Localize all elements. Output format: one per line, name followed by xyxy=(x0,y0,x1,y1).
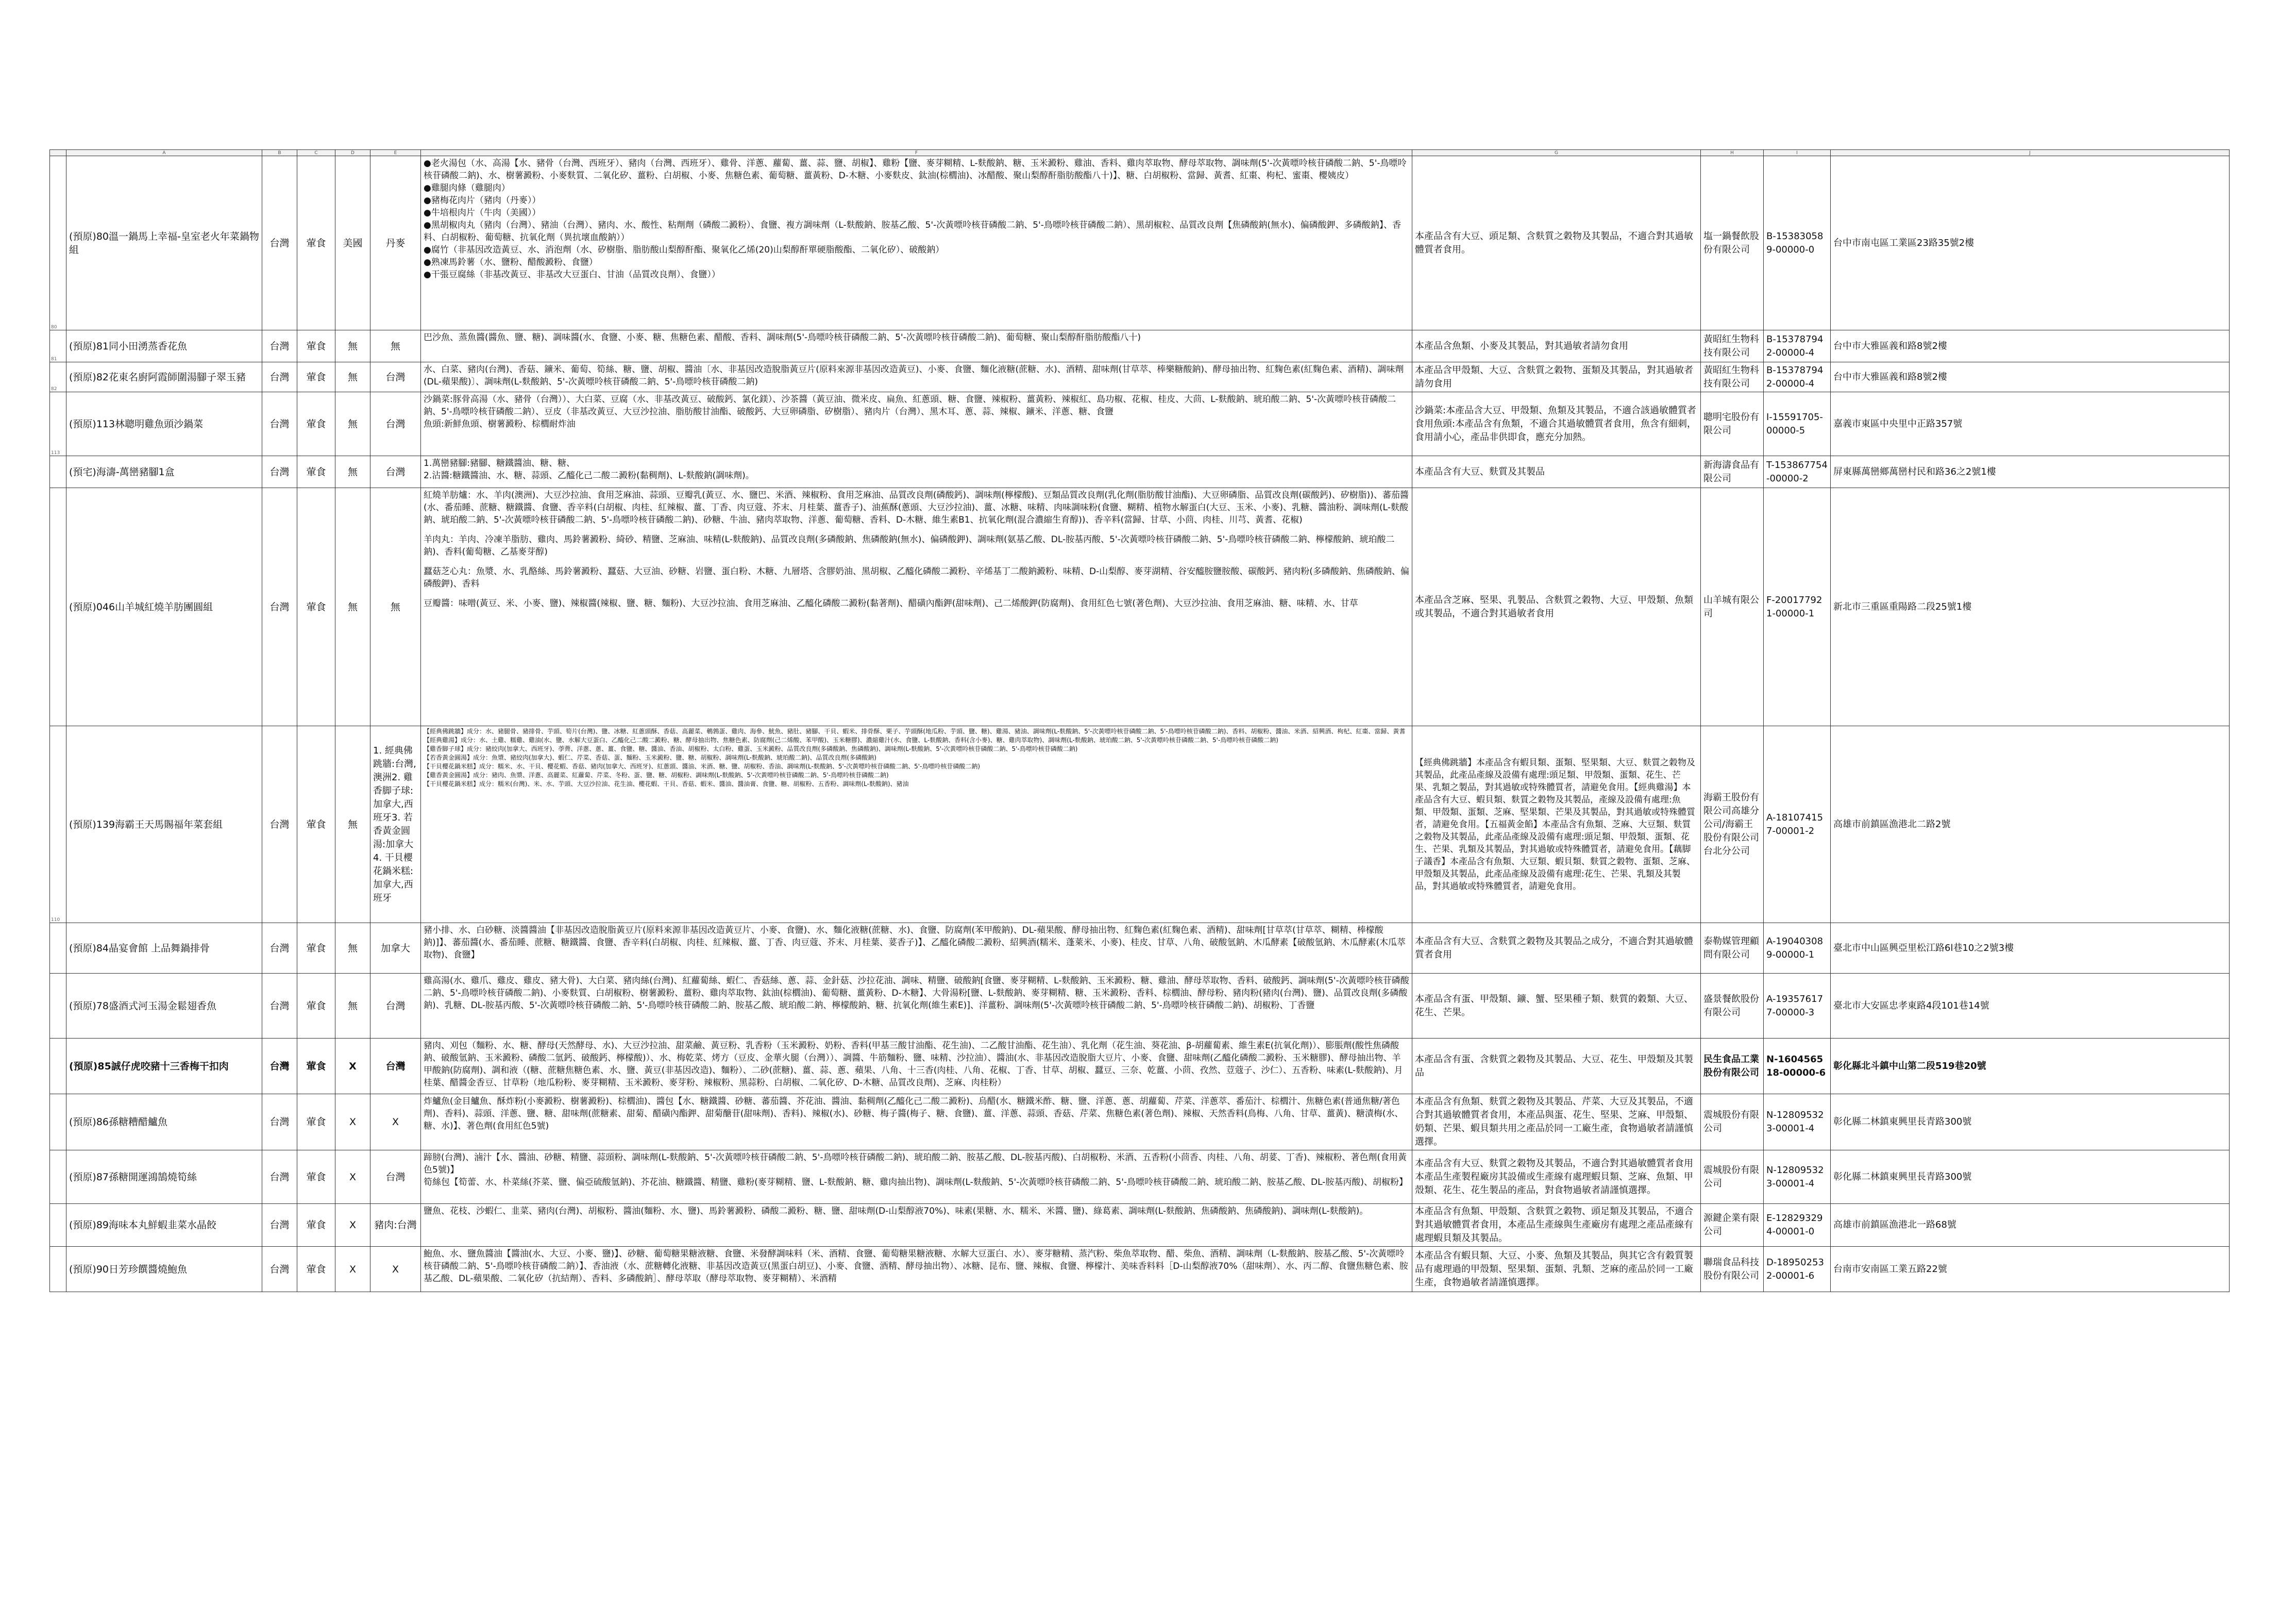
product-name-cell[interactable]: (預宅)海濤-萬巒豬腳1盒 xyxy=(66,456,262,488)
ingredients-cell[interactable] xyxy=(421,1094,1412,1150)
row-number[interactable] xyxy=(50,1150,66,1204)
allergen-cell[interactable] xyxy=(1412,726,1701,923)
origin-cell[interactable]: 台灣 xyxy=(262,1039,297,1094)
license-cell[interactable]: N-160456518-00000-6 xyxy=(1764,1039,1831,1094)
col-d-cell[interactable]: 無 xyxy=(335,923,370,974)
column-header-D[interactable]: D xyxy=(335,150,370,156)
origin-cell[interactable]: 台灣 xyxy=(262,156,297,330)
ingredients-line: 【經典雞湯】成分：水、土雞、糯雞、雞油(水、鹽、水解大豆蛋白、乙醯化己二酸二澱粉、糖、酵母抽出物、焦糖色素、防腐劑(己二烯酸、苯甲酸)、玉米糖膠)、濃縮雞汁(水、食鹽、L-麩酸鈉、香料(含小麥)、糖、雞肉萃取物)、調味劑(L-麩酸鈉、琥珀酸二鈉、5'-次黃嘌呤核苷磷酸二鈉、5'-鳥嘌呤核苷磷酸二鈉) xyxy=(424,736,1278,744)
ingredients-cell[interactable] xyxy=(421,156,1412,330)
address-cell[interactable]: 彰化縣北斗鎮中山第二段519巷20號 xyxy=(1831,1039,2230,1094)
category-cell[interactable]: 葷食 xyxy=(297,456,335,488)
ingredients-line: 沙鍋菜:豚骨高湯（水、豬骨（台灣））、大白菜、豆腐（水、非基改黃豆、破酸鈣、氯化鎂）、沙茶醬（黃豆油、微米皮、扁魚、紅蔥頭、糖、食鹽、辣椒粉、薑黃粉、辣椒紅、島功椒、花椒、桂皮、大茴、L-麩酸鈉、琥珀酸二鈉、5'-次黃嘌呤核苷磷酸二鈉、5'-鳥嘌呤核苷磷酸二鈉）、豆皮（非基改黃豆、大豆沙拉油、脂肪酸甘油酯、破酸鈣、大豆卵磷脂、矽樹脂）、豬肉片（台灣）、黑木耳、蔥、蒜、辣椒、鑛米、洋蔥、糖、食鹽 xyxy=(424,394,1396,417)
ingredients-paragraph: 豆瓣醬：味噌(黃豆、米、小麥、鹽)、辣椒醬(辣椒、鹽、糖、麵粉)、大豆沙拉油、食用芝麻油、乙醯化磷酸二澱粉(黏著劑)、醋磺內酯鉀(甜味劑)、己二烯酸鉀(防腐劑)、食用紅色七號(著色劑)、大豆沙拉油、食用芝麻油、糖、味精、水、甘草 xyxy=(424,598,1358,609)
ingredients-line: 水、白菜、豬肉(台灣)、香菇、鑛米、葡萄、筍絲、糖、鹽、胡椒、醬油〔水、非基因改造脫脂黃豆片(原料來源非基因改造黃豆)、小麥、食鹽、麵化液糖(蔗糖、水)、酒精、甜味劑(甘草萃、棒樂糖酸鈉)、酵母抽出物、紅麴色素(紅麴色素、酒精)、調味劑(DL-蘋果酸)〕、調味劑(L-麩酸鈉、5'-次黃嘌呤核苷磷酸二鈉、5'-鳥嘌呤核苷磷酸二鈉) xyxy=(424,364,1404,387)
allergen-line: 本產品生產製程廠房其設備或生產線有處理蝦貝類、芝麻、魚類、甲殼類、花生、花生製品的產品，對食物過敏者請謹慎選擇。 xyxy=(1415,1171,1693,1196)
allergen-line: 本產品含有蝦貝類、大豆、小麥、魚類及其製品，與其它含有穀質製品有處理過的甲殼類、堅果類、蛋類、乳類、芝麻的產品於同一工廠生產，食物過敏者請謹慎選擇。 xyxy=(1415,1250,1693,1288)
origin-cell[interactable]: 台灣 xyxy=(262,1247,297,1292)
table-row xyxy=(50,1094,2230,1150)
row-number[interactable]: 80 xyxy=(50,156,66,330)
product-name-cell[interactable]: (預原)87孫糖開運鴻鵠燒筍絲 xyxy=(66,1150,262,1204)
origin-cell[interactable]: 台灣 xyxy=(262,923,297,974)
ingredients-line: ●牛培根肉片（牛肉（美國）） xyxy=(424,208,541,218)
address-cell[interactable]: 台中市大雅區義和路8號2樓 xyxy=(1831,330,2230,362)
col-e-cell[interactable]: 丹麥 xyxy=(370,156,421,330)
col-d-cell[interactable]: X xyxy=(335,1094,370,1150)
origin-cell[interactable]: 台灣 xyxy=(262,726,297,923)
col-e-cell[interactable]: 台灣 xyxy=(370,1039,421,1094)
ingredients-line: 豬肉、刈包（麵粉、水、糖、酵母(天然酵母、水)、大豆沙拉油、甜菜鹼、黃豆粉、乳香粉（玉米澱粉、奶粉、香料(甲基三酸甘油酯、花生油)、二乙酸甘油酯、花生油）、乳化劑（花生油、葵花油、β-胡蘿蔔素、維生素E(抗氧化劑)）、膨脹劑(酸性焦磷酸鈉、破酸氫鈉、玉米澱粉、磷酸二氫鈣、破酸鈣、檸檬酸)）、水、梅乾菜、烤方（豆皮、金華火腿（台灣））、調醬、牛筋麵粉、鹽、味精、沙拉油）、醬油(水、非基因改造脫脂大豆片、小麥、食鹽、甜味劑(乙醯化磷酸二澱粉、玉米糖膠)、酵母抽出物、羊甲酸鈉(防腐劑)、調和液（(糖、蔗糖焦糖色素、水、鹽、黃豆(非基因改造)、麵粉）、二砂(蔗糖)、薑、蒜、蔥、蘋果、八角、十三香(肉桂、八角、花椒、丁香、甘草、胡椒、蠶豆、三奈、乾薑、小茴、孜然、荳蔻子、沙仁）、五香粉、味素(L-麩酸鈉)、月桂葉、醋醬金香豆、甘草粉（地瓜粉粉、麥芽糊精、玉米澱粉、麥芽粉、辣椒粉、黑蒜粉、白胡椒、二氧化矽、D-木糖、品質改良劑)、芝麻、肉桂粉） xyxy=(424,1041,1403,1088)
company-cell[interactable]: 泰勒媒管理顧問有限公司 xyxy=(1701,923,1764,974)
allergen-cell[interactable] xyxy=(1412,330,1701,362)
allergen-cell[interactable] xyxy=(1412,1247,1701,1292)
allergen-cell[interactable] xyxy=(1412,1150,1701,1204)
license-cell[interactable]: E-128293294-00001-0 xyxy=(1764,1204,1831,1247)
product-table xyxy=(49,149,2230,1292)
license-cell[interactable]: N-128095323-00001-4 xyxy=(1764,1150,1831,1204)
product-name-cell[interactable]: (預原)86孫糖糟醋鱸魚 xyxy=(66,1094,262,1150)
address-cell[interactable]: 高雄市前鎮區漁港北二路2號 xyxy=(1831,726,2230,923)
meat-origin-line: 1. 經典佛跳牆:台灣,澳洲 xyxy=(373,745,416,783)
ingredients-line: 筍絲包【筍蕾、水、朴菜絲(芥菜、鹽、偏亞硫酸氫鈉)、芥花油、糖鐵醬、精鹽、雞粉(麥芽糊精、鹽、L-麩酸鈉、糖、雞肉抽出物)、調味劑(L-麩酸鈉、5'-次黃嘌呤核苷磷酸二鈉、5'-鳥嘌呤核苷磷酸二鈉、琥珀酸二鈉、胺基乙酸、DL-胺基丙酸)、胡椒粉】 xyxy=(424,1177,1408,1187)
company-cell[interactable]: 新海濤食品有限公司 xyxy=(1701,456,1764,488)
ingredients-line: ●干張豆腐絲（非基改黃豆、非基改大豆蛋白、甘油（品質改良劑）、食鹽）） xyxy=(424,270,720,280)
address-cell[interactable]: 新北市三重區重陽路二段25號1樓 xyxy=(1831,488,2230,726)
ingredients-line: 鮑魚、水、鹽魚醬油【醬油(水、大豆、小麥、鹽)】、砂糖、葡萄糖果糖液糖、食鹽、米發酵調味料（米、酒精、食鹽、葡萄糖果糖液糖、水解大豆蛋白、水）、麥芽糖精、蒸汽粉、柴魚萃取物、醋、柴魚、酒精、調味劑（L-麩酸鈉、胺基乙酸、5'-次黃嘌呤核苷磷酸二鈉、5'-鳥嘌呤核苷磷酸二鈉）】、香油液（水、蔗糖轉化液糖、非基因改造黃豆(黑蛋白胡豆)、小麥、食鹽、酒精、酵母抽出物）、冰糖、昆布、鹽、辣椒、食鹽、檸檬汁、美味香料料［D-山梨醇液70%（甜味劑）、水、丙二醇、食鹽焦糖色素、胺基乙酸、DL-蘋果酸、二氧化矽（抗結劑）、香料、多磷酸鈉］、酵母萃取（酵母萃取物、麥芽糊精）、米酒精 xyxy=(424,1249,1408,1284)
col-d-cell[interactable]: X xyxy=(335,1039,370,1094)
ingredients-line: 2.沾醬:糖鐵醬油、水、糖、蒜頭、乙醯化己二酸二澱粉(黏稠劑)、L-麩酸鈉(調味劑)。 xyxy=(424,471,754,481)
category-cell[interactable]: 葷食 xyxy=(297,392,335,456)
ingredients-line: 魚頭:新鮮魚頭、樹薯澱粉、棕櫚耐炸油 xyxy=(424,419,576,429)
ingredients-line: 豬小排、水、白砂糖、淡醬醬油【非基因改造脫脂黃豆片(原料來源非基因改造黃豆片、小麥、食鹽)、水、麵化液糖(蔗糖、水)、食鹽、防腐劑(苯甲酸鈉)、DL-蘋果酸、酵母抽出物、紅麴色素(紅麴色素、酒精)、甜味劑[甘草萃(甘草萃、糊精、棒檬酸鈉)]】、蕃茄醬(水、番茄睡、蔗糖、糖鐵醬、食鹽、香辛料(白胡椒、肉桂、紅辣椒、薑、丁香、肉豆蔻、芥末、月桂葉、荽香子)】、乙醯化磷酸二澱粉、紹興酒(糯米、蓬萊米、小麥)、桂皮、甘草、八角、破酸氫鈉、木瓜酵素【破酸氫鈉、木瓜酵素(木瓜萃取物)、食鹽】 xyxy=(424,925,1406,960)
ingredients-line: 【干貝櫻花鍋米糕】成分：糯米(台灣)、米、水、芋頭、大豆沙拉油、花生油、櫻花蝦、干貝、香菇、蝦米、醬油、醬油膏、食鹽、糖、胡椒粉、五香粉、調味劑(L-麩酸鈉)、豬油 xyxy=(424,780,909,788)
license-cell[interactable]: I-15591705-00000-5 xyxy=(1764,392,1831,456)
product-name-cell[interactable]: (預原)90日芳珍饌醬燒鮑魚 xyxy=(66,1247,262,1292)
col-e-cell[interactable]: 豬肉:台灣 xyxy=(370,1204,421,1247)
table-row xyxy=(50,456,2230,488)
product-name-cell[interactable]: (預原)80溫一鍋馬上幸福-皇室老火年菜鍋物組 xyxy=(66,156,262,330)
product-name-cell[interactable]: (預原)046山羊城紅燒羊肪團圓組 xyxy=(66,488,262,726)
ingredients-cell[interactable] xyxy=(421,923,1412,974)
ingredients-line: 雞高湯(水、雞爪、雞皮、雞皮、豬大骨)、大白菜、豬肉絲(台灣)、紅蘿蔔絲、蝦仁、香菇絲、蔥、蒜、金針菇、沙拉花油、調味、精鹽、破酸鈉[食鹽、麥芽糊精、L-麩酸鈉、玉米澱粉、糖、雞油、酵母萃取物、香料、破酸鈣、調味劑(5'-次黃嘌呤核苷磷酸二鈉、5'-鳥嘌呤核苷磷酸二鈉)、小麥麩質、白胡椒粉、樹薯澱粉、薑粉、雞肉萃取物、鈦油(棕櫚油)、葡萄糖、薑黃粉、D-木糖】、大骨湯粉[鹽、L-麩酸鈉、麥芽糊精、糖、玉米澱粉、香料、棕櫚油、酵母粉、豬肉粉(豬肉(台灣)、鹽)、品質改良劑(多磷酸鈉)、乳糖、DL-胺基丙酸、5'-次黃嘌呤核苷磷酸二鈉、5'-鳥嘌呤核苷磷酸二鈉、胺基乙酸、琥珀酸二鈉、檸檬酸鈉、糖、抗氧化劑(維生素E)]、洋薑粉、調味劑(5'-次黃嘌呤核苷磷酸二鈉、5'-鳥嘌呤核苷磷酸二鈉)、胡椒粉、丁香鹽 xyxy=(424,976,1409,1011)
origin-cell[interactable]: 台灣 xyxy=(262,1204,297,1247)
column-header-B[interactable]: B xyxy=(262,150,297,156)
column-header-I[interactable]: I xyxy=(1764,150,1831,156)
row-number[interactable]: 110 xyxy=(50,726,66,923)
company-cell[interactable]: 海霸王股份有限公司高雄分公司/海霸王股份有限公司台北分公司 xyxy=(1701,726,1764,923)
origin-cell[interactable]: 台灣 xyxy=(262,456,297,488)
ingredients-line: 1.萬巒豬腳:豬腳、糖鐵醬油、糖、糖、 xyxy=(424,458,575,468)
category-cell[interactable]: 葷食 xyxy=(297,330,335,362)
allergen-cell[interactable] xyxy=(1412,923,1701,974)
table-row xyxy=(50,330,2230,362)
table-row xyxy=(50,726,2230,923)
col-e-cell[interactable]: 台灣 xyxy=(370,362,421,392)
meat-origin-line: 3. 若香黃金圓湯:加拿大 xyxy=(373,812,414,850)
row-number[interactable] xyxy=(50,456,66,488)
license-cell[interactable]: N-128095323-00001-4 xyxy=(1764,1094,1831,1150)
product-name-cell[interactable]: (預原)85誠仔虎咬豬十三香梅干扣肉 xyxy=(66,1039,262,1094)
ingredients-cell[interactable] xyxy=(421,456,1412,488)
col-e-cell[interactable]: 台灣 xyxy=(370,974,421,1039)
product-name-cell[interactable]: (預原)139海霸王天馬賜福年菜套組 xyxy=(66,726,262,923)
allergen-line: 本產品含魚類、小麥及其製品，對其過敏者請勿食用 xyxy=(1415,340,1628,351)
category-cell[interactable]: 葷食 xyxy=(297,1094,335,1150)
allergen-cell[interactable] xyxy=(1412,974,1701,1039)
category-cell[interactable]: 葷食 xyxy=(297,923,335,974)
col-e-cell[interactable]: 無 xyxy=(370,330,421,362)
category-cell[interactable]: 葷食 xyxy=(297,1039,335,1094)
ingredients-line: ●老火湯包（水、高湯【水、豬骨（台灣、西班牙）、豬肉（台灣、西班牙）、雞骨、洋蔥、蘿蔔、薑、蒜、鹽、胡椒】、雞粉【鹽、麥芽糊精、L-麩酸鈉、糖、玉米澱粉、雞油、香料、雞肉萃取物、酵母萃取物、調味劑(5'-次黃嘌呤核苷磷酸二鈉、5'-鳥嘌呤核苷磷酸二鈉)、水、樹薯澱粉、小麥麩質、二氧化矽、薑粉、白胡椒、小麥、焦糖色素、葡萄糖、薑黃粉、D-木糖、小麥麩皮、鈦油(棕櫚油)、冰醋酸、聚山梨醇酐脂肪酸酯八十)】、糖、白胡椒粉、當歸、黃耆、紅棗、枸杞、蜜棗、櫻姨皮） xyxy=(424,158,1407,181)
ingredients-line: ●腐竹（非基因改造黃豆、水、消泡劑（水、矽樹脂、脂肪酸山梨醇酐酯、聚氧化乙烯(20)山梨醇酐單硬脂酸酯、二氧化矽）、破酸鈉） xyxy=(424,245,944,255)
column-header-H[interactable]: H xyxy=(1701,150,1764,156)
allergen-cell[interactable] xyxy=(1412,156,1701,330)
col-e-cell[interactable]: 台灣 xyxy=(370,392,421,456)
allergen-line: 本產品含有大豆、麩質及其製品 xyxy=(1415,466,1545,477)
address-cell[interactable]: 嘉義市東區中央里中正路357號 xyxy=(1831,392,2230,456)
ingredients-line: ●豬梅花肉片（豬肉（丹麥）） xyxy=(424,195,541,206)
allergen-line: 【經典雞湯】本產品含有大豆、蝦貝類、麩質之穀物及其製品，產線及設備有處理:魚類、甲殼類、蛋類、芝麻、堅果類、芒果及其製品，對其過敏或特殊體質者，請避免食用。 xyxy=(1415,782,1695,830)
row-number[interactable] xyxy=(50,1204,66,1247)
company-cell[interactable]: 聯瑞食品科技股份有限公司 xyxy=(1701,1247,1764,1292)
column-header-J[interactable]: J xyxy=(1831,150,2230,156)
license-cell[interactable]: D-189502532-00001-6 xyxy=(1764,1247,1831,1292)
ingredients-cell[interactable] xyxy=(421,392,1412,456)
allergen-line: 本產品含有蛋、甲殼類、鑛、蟹、堅果種子類、麩質的穀類、大豆、花生、芒果。 xyxy=(1415,993,1693,1018)
company-cell[interactable]: 源鍵企業有限公司 xyxy=(1701,1204,1764,1247)
category-cell[interactable]: 葷食 xyxy=(297,974,335,1039)
origin-cell[interactable]: 台灣 xyxy=(262,330,297,362)
col-d-cell[interactable]: 無 xyxy=(335,362,370,392)
allergen-cell[interactable] xyxy=(1412,1204,1701,1247)
address-cell[interactable]: 彰化縣二林鎮東興里長青路300號 xyxy=(1831,1150,2230,1204)
allergen-line: 【五福黃金餡】本產品含有魚類、芝麻、大豆類、麩質之穀物及其製品，此產品產線及設備有處理:頭足類、甲殼類、蛋類、花生、芒果、乳類及其製品，對其過敏或特殊體質者，請避免食用。 xyxy=(1415,819,1691,855)
product-name-cell[interactable]: (預原)89海味本丸鮮蝦韭菜水晶餃 xyxy=(66,1204,262,1247)
table-row xyxy=(50,1247,2230,1292)
col-e-cell[interactable]: 台灣 xyxy=(370,456,421,488)
company-cell[interactable]: 山羊城有限公司 xyxy=(1701,488,1764,726)
ingredients-cell[interactable] xyxy=(421,726,1412,923)
ingredients-line: ●黑胡椒肉丸（豬肉（台灣）、豬油（台灣）、豬肉、水、酸性、粘劑劑（磷酸二澱粉）、食鹽、複方調味劑（L-麩酸鈉、胺基乙酸、5'-次黃嘌呤核苷磷酸二鈉、5'-鳥嘌呤核苷磷酸二鈉）、黑胡椒粒、品質改良劑【焦磷酸鈉(無水)、偏磷酸鉀、多磷酸鈉】、香料、白胡椒粉、葡萄糖、抗氧化劑（異抗壞血酸鈉）） xyxy=(424,220,1402,243)
allergen-line: 【藕脚子議香】本產品含有魚類、大豆類、蝦貝類、麩質之穀物、蛋類、芝麻、甲殼類及其製品，此產品產線及設備有處理:花生、芒果、乳類及其製品，對其過敏或特殊體質者，請避免食用。 xyxy=(1415,844,1695,892)
allergen-line: 【經典佛跳牆】本產品含有蝦貝類、蛋類、堅果類、大豆、麩質之穀物及其製品，此產品產線及設備有處理:頭足類、甲殼類、蛋類、花生、芒果、乳類之製品，對其過敏或特殊體質者，請避免食用。 xyxy=(1415,757,1695,793)
address-cell[interactable]: 台南市安南區工業五路22號 xyxy=(1831,1247,2230,1292)
category-cell[interactable]: 葷食 xyxy=(297,726,335,923)
ingredients-paragraph: 蠶菇芝心丸：魚漿、水、乳酪絲、馬鈴薯澱粉、蠶菇、大豆油、砂糖、岩鹽、蛋白粉、木糖、九層塔、含膠奶油、黑胡椒、乙醯化磷酸二澱粉、辛烯基丁二酸鈉澱粉、味精、D-山梨醇、麥芽湖精、谷安醯胺鹽胺酸、碳酸鈣、豬肉粉(多磷酸鈉、焦磷酸鈉、偏磷酸鉀)、香料 xyxy=(424,566,1409,589)
ingredients-cell[interactable] xyxy=(421,974,1412,1039)
address-cell[interactable]: 屏東縣萬巒鄉萬巒村民和路36之2號1樓 xyxy=(1831,456,2230,488)
product-name-cell[interactable]: (預原)81同小田湧蒸香花魚 xyxy=(66,330,262,362)
allergen-cell[interactable] xyxy=(1412,1094,1701,1150)
column-header-G[interactable]: G xyxy=(1412,150,1701,156)
col-e-cell[interactable] xyxy=(370,726,421,923)
col-e-cell[interactable]: 加拿大 xyxy=(370,923,421,974)
table-row xyxy=(50,1150,2230,1204)
ingredients-line: 蹄膀(台灣)、滷汁【水、醬油、砂糖、精鹽、蒜頭粉、調味劑(L-麩酸鈉、5'-次黃嘌呤核苷磷酸二鈉、5'-鳥嘌呤核苷磷酸二鈉)、琥珀酸二鈉、胺基乙酸、DL-胺基丙酸)、白胡椒粉、米酒、五香粉(小茴香、肉桂、八角、胡荽、丁香)、辣椒粉、著色劑(食用黃色5號)】 xyxy=(424,1152,1407,1175)
address-cell[interactable]: 台中市南屯區工業區23路35號2樓 xyxy=(1831,156,2230,330)
table-row xyxy=(50,1039,2230,1094)
ingredients-paragraph: 紅燒羊肪爐：水、羊肉(澳洲)、大豆沙拉油、食用芝麻油、蒜頭、豆瓣乳(黃豆、水、鹽巴、米酒、辣椒粉、食用芝麻油、品質改良劑(磷酸鈣)、調味劑(檸檬酸)、豆類品質改良劑(乳化劑(脂肪酸甘油酯)、大豆卵磷脂、品質改良劑(碳酸鈣)、矽樹脂))、蕃茄醬(水、番茄睡、蔗糖、糖鐵醬、食鹽、香辛料(白胡椒、肉桂、紅辣椒、薑、丁香、肉豆蔻、芥末、月桂葉、薑香子)、油蕉酥(蔥頭、大豆沙拉油)、薑、冰糖、味精、肉味調味粉(食鹽、糊精、植物水解蛋白(大豆、玉米、小麥)、乳糖、醬油粉、調味劑(L-麩酸鈉、琥珀酸二鈉、5'-次黃嘌呤核苷磷酸二鈉、5'-鳥嘌呤核苷磷酸二鈉)、砂糖、牛油、豬肉萃取物、洋蔥、葡萄糖、香料、D-木糖、維生素B1、抗氧化劑(混合濃縮生育醇))、香辛料(當歸、甘草、小茴、肉桂、川芎、黃耆、花椒) xyxy=(424,490,1409,525)
address-cell[interactable]: 臺北市大安區忠孝東路4段101巷14號 xyxy=(1831,974,2230,1039)
column-header-C[interactable]: C xyxy=(297,150,335,156)
origin-cell[interactable]: 台灣 xyxy=(262,392,297,456)
address-cell[interactable]: 彰化縣二林鎮東興里長青路300號 xyxy=(1831,1094,2230,1150)
column-header-A[interactable]: A xyxy=(66,150,262,156)
license-cell[interactable]: A-193576177-00000-3 xyxy=(1764,974,1831,1039)
allergen-cell[interactable] xyxy=(1412,392,1701,456)
col-e-cell[interactable]: 無 xyxy=(370,488,421,726)
ingredients-line: 鹽魚、花枝、沙蝦仁、韭菜、豬肉(台灣)、胡椒粉、醬油(麵粉、水、鹽)、馬鈴薯澱粉、磷酸二澱粉、糖、鹽、甜味劑(D-山梨醇液70%)、味素(果糖、水、糯米、米醬、鹽)、綠葛素、調味劑(L-麩酸鈉、焦磷酸鈉、焦磷酸鈉)、調味劑(L-麩酸鈉)。 xyxy=(424,1206,1369,1216)
allergen-line: 沙鍋菜:本產品含大豆、甲殼類、魚類及其製品，不適合該過敏體質者食用 xyxy=(1415,405,1697,429)
company-cell[interactable]: 震城股份有限公司 xyxy=(1701,1150,1764,1204)
allergen-line: 本產品含有蛋、含麩質之穀物及其製品、大豆、花生、甲殼類及其製品 xyxy=(1415,1053,1693,1078)
ingredients-line: 【雞香黃金圓湯】成分：豬肉、魚漿、洋蔥、高麗菜、紅蘿蔔、芹菜、冬粉、蛋、鹽、糖、胡椒粉、調味劑(L-麩酸鈉、5'-次黃嘌呤核苷磷酸二鈉、5'-鳥嘌呤核苷磷酸二鈉) xyxy=(424,772,889,779)
company-cell[interactable]: 塩一鍋餐飲股份有限公司 xyxy=(1701,156,1764,330)
meat-origin-line: 2. 雞香脚子球:加拿大,西班牙 xyxy=(373,772,414,823)
allergen-cell[interactable] xyxy=(1412,488,1701,726)
ingredients-line: 巴沙魚、蒸魚醬(醬魚、鹽、糖)、調味醬(水、食鹽、小麥、糖、焦糖色素、醋酸、香料、調味劑(5'-鳥嘌呤核苷磷酸二鈉、5'-次黃嘌呤核苷磷酸二鈉)、葡萄糖、聚山梨醇酐脂肪酸酯八十) xyxy=(424,332,1141,343)
table-row xyxy=(50,1204,2230,1247)
ingredients-line: ●熟凍馬鈴薯（水、鹽粉、醋酸澱粉、食鹽） xyxy=(424,257,598,267)
column-header-E[interactable]: E xyxy=(370,150,421,156)
ingredients-cell[interactable] xyxy=(421,1150,1412,1204)
license-cell[interactable]: A-181074157-00001-2 xyxy=(1764,726,1831,923)
license-cell[interactable]: T-153867754-00000-2 xyxy=(1764,456,1831,488)
row-number[interactable]: 113 xyxy=(50,392,66,456)
ingredients-cell[interactable] xyxy=(421,488,1412,726)
allergen-line: 本產品含芝麻、堅果、乳製品、含麩質之穀物、大豆、甲殼類、魚類或其製品，不適合對其過敏者食用 xyxy=(1415,594,1693,619)
license-cell[interactable]: B-153830589-00000-0 xyxy=(1764,156,1831,330)
ingredients-line: ●雞腿肉條（雞腿肉） xyxy=(424,183,510,193)
table-body xyxy=(50,156,2230,1292)
origin-cell[interactable]: 台灣 xyxy=(262,1094,297,1150)
table-row xyxy=(50,156,2230,330)
license-cell[interactable]: A-190403089-00000-1 xyxy=(1764,923,1831,974)
address-cell[interactable]: 臺北市中山區興亞里松江路6l巷10之2號3樓 xyxy=(1831,923,2230,974)
ingredients-cell[interactable] xyxy=(421,1247,1412,1292)
company-cell[interactable]: 民生食品工業股份有限公司 xyxy=(1701,1039,1764,1094)
row-number[interactable] xyxy=(50,488,66,726)
col-d-cell[interactable]: 無 xyxy=(335,974,370,1039)
license-cell[interactable]: B-153787942-00000-4 xyxy=(1764,362,1831,392)
allergen-line: 本產品含甲殼類、大豆、含麩質之穀物、蛋類及其製品，對其過敏者請勿食用 xyxy=(1415,364,1693,389)
column-header-row xyxy=(50,150,2230,156)
meat-origin-line: 4. 干貝櫻花鍋米糕:加拿大,西班牙 xyxy=(373,852,414,903)
row-number[interactable] xyxy=(50,974,66,1039)
company-cell[interactable]: 聰明宅股份有限公司 xyxy=(1701,392,1764,456)
category-cell[interactable]: 葷食 xyxy=(297,1204,335,1247)
table-row xyxy=(50,362,2230,392)
category-cell[interactable]: 葷食 xyxy=(297,362,335,392)
allergen-line: 本產品含有大豆、含麩質之穀物及其製品之成分，不適合對其過敏體質者食用 xyxy=(1415,935,1693,960)
allergen-line: 魚頭:本產品含有魚類，不適合其過敏體質者食用，魚含有細刺，食用請小心，產品非供即食，應充分加熱。 xyxy=(1415,418,1697,443)
col-e-cell[interactable]: X xyxy=(370,1094,421,1150)
table-row xyxy=(50,392,2230,456)
allergen-line: 本產品含有魚類、麩質之穀物及其製品、芹菜、大豆及其製品，不適合對其過敏體質者食用，本產品與蛋、花生、堅果、芝麻、甲殼類、奶類、芒果、蝦貝類共用之產品於同一工廠生產，食物過敏者請謹慎選擇。 xyxy=(1415,1096,1693,1147)
allergen-cell[interactable] xyxy=(1412,456,1701,488)
ingredients-line: 【若香黃金圓湯】成分：魚漿、豬絞肉(加拿大)、蝦仁、芹菜、香菇、蛋、麵粉、玉米澱粉、鹽、糖、胡椒粉、調味劑(L-麩酸鈉、琥珀酸二鈉)、品質改良劑(多磷酸鈉) xyxy=(424,754,876,761)
address-cell[interactable]: 高雄市前鎮區漁港北一路68號 xyxy=(1831,1204,2230,1247)
col-d-cell[interactable]: 無 xyxy=(335,726,370,923)
allergen-line: 本產品含有魚類、甲殼類、含麩質之穀物、頭足類及其製品，不適合對其過敏體質者食用，本產品生產線與生產廠房有處理之產品產線有處理蝦貝類及其製品。 xyxy=(1415,1206,1693,1244)
table-row xyxy=(50,923,2230,974)
row-number[interactable] xyxy=(50,1094,66,1150)
product-name-cell[interactable]: (預原)78盛酒式河玉湯金鬆翅香魚 xyxy=(66,974,262,1039)
col-d-cell[interactable]: X xyxy=(335,1150,370,1204)
address-cell[interactable]: 台中市大雅區義和路8號2樓 xyxy=(1831,362,2230,392)
company-cell[interactable]: 盛景餐飲股份有限公司 xyxy=(1701,974,1764,1039)
allergen-line: 本產品含有大豆、頭足類、含麩質之穀物及其製品，不適合對其過敏體質者食用。 xyxy=(1415,230,1693,255)
ingredients-line: 【干貝櫻花鍋米糕】成分：糯米、水、干貝、櫻花蝦、香菇、豬肉(加拿大、西班牙)、紅蔥頭、醬油、米酒、糖、鹽、胡椒粉、香油、調味劑(L-麩酸鈉、5'-次黃嘌呤核苷磷酸二鈉、5'-鳥嘌呤核苷磷酸二鈉) xyxy=(424,763,981,770)
allergen-cell[interactable] xyxy=(1412,1039,1701,1094)
company-cell[interactable]: 震城股份有限公司 xyxy=(1701,1094,1764,1150)
col-d-cell[interactable]: 無 xyxy=(335,392,370,456)
row-number[interactable] xyxy=(50,1039,66,1094)
origin-cell[interactable]: 台灣 xyxy=(262,488,297,726)
col-d-cell[interactable]: 無 xyxy=(335,330,370,362)
table-row xyxy=(50,488,2230,726)
license-cell[interactable]: B-153787942-00000-4 xyxy=(1764,330,1831,362)
row-number[interactable] xyxy=(50,923,66,974)
category-cell[interactable]: 葷食 xyxy=(297,1247,335,1292)
col-d-cell[interactable]: 無 xyxy=(335,456,370,488)
origin-cell[interactable]: 台灣 xyxy=(262,974,297,1039)
ingredients-line: 【雞香脚子球】成分：豬絞肉(加拿大、西班牙)、荸薺、洋蔥、蔥、薑、食鹽、糖、醬油、香油、胡椒粉、太白粉、雞蛋、玉米澱粉、品質改良劑(多磷酸鈉、焦磷酸鈉)、調味劑(L-麩酸鈉、5'-次黃嘌呤核苷磷酸二鈉、5'-鳥嘌呤核苷磷酸二鈉) xyxy=(424,745,1078,752)
company-cell[interactable]: 黃昭紅生物科技有限公司 xyxy=(1701,330,1764,362)
column-header-corner[interactable] xyxy=(50,150,66,156)
ingredients-cell[interactable] xyxy=(421,1039,1412,1094)
ingredients-cell[interactable] xyxy=(421,330,1412,362)
ingredients-line: 炸鱸魚(金目鱸魚、酥炸粉(小麥澱粉、樹薯澱粉)、棕櫚油)、醬包【水、糖鐵醬、砂糖、蕃茄醬、芥花油、醬油、黏稠劑(乙醯化己二酸二澱粉)、烏醋(水、糖鐵米酢、糖、鹽、洋蔥、蔥、胡蘿蔔、芹菜、洋蔥萃、番茄汁、棕櫚汁、焦糖色素(普通焦糖/著色劑)、香料)、蒜頭、洋蔥、鹽、糖、甜味劑(蔗糖素、甜菊、醋磺內酯鉀、甜菊醣苷(甜味劑)、香料)、辣椒(水)、砂糖、梅子醬(梅子、糖、食鹽)、薑、洋蔥、蒜頭、香菇、芹菜、焦糖色素(著色劑)、辣椒、天然香料(鳥梅、八角、甘草、薑黃)、糖漬梅(水、糖、水)】、著色劑(食用紅色5號) xyxy=(424,1096,1404,1131)
allergen-cell[interactable] xyxy=(1412,362,1701,392)
col-e-cell[interactable]: X xyxy=(370,1247,421,1292)
product-name-cell[interactable]: (預原)113林聰明雞魚頭沙鍋菜 xyxy=(66,392,262,456)
col-d-cell[interactable]: X xyxy=(335,1204,370,1247)
origin-cell[interactable]: 台灣 xyxy=(262,362,297,392)
row-number[interactable]: 81 xyxy=(50,330,66,362)
ingredients-cell[interactable] xyxy=(421,1204,1412,1247)
table-row xyxy=(50,974,2230,1039)
product-name-cell[interactable]: (預原)84晶宴會館 上品舞鍋排骨 xyxy=(66,923,262,974)
col-d-cell[interactable]: X xyxy=(335,1247,370,1292)
col-d-cell[interactable]: 無 xyxy=(335,488,370,726)
company-cell[interactable]: 黃昭紅生物科技有限公司 xyxy=(1701,362,1764,392)
ingredients-line: 【經典佛跳牆】成分：水、豬腿骨、豬排骨、芋頭、筍片(台灣)、鹽、冰糖、紅蔥頭酥、香菇、高麗菜、鵪鶉蛋、雞肉、海參、魷魚、豬肚、豬腳、干貝、蝦米、排骨酥、栗子、芋頭酥(地瓜粉、芋頭、鹽、糖)、雞湯、豬油、調味劑(L-麩酸鈉、5'-次黃嘌呤核苷磷酸二鈉、5'-鳥嘌呤核苷磷酸二鈉)、香料、胡椒粉、醬油、米酒、紹興酒、枸杞、紅棗、當歸、黃耆 xyxy=(424,728,1406,735)
category-cell[interactable]: 葷食 xyxy=(297,1150,335,1204)
col-e-cell[interactable]: 台灣 xyxy=(370,1150,421,1204)
allergen-line: 本產品含有大豆、麩質之穀物及其製品，不適合對其過敏體質者食用 xyxy=(1415,1158,1693,1169)
category-cell[interactable]: 葷食 xyxy=(297,156,335,330)
column-header-F[interactable]: F xyxy=(421,150,1412,156)
category-cell[interactable]: 葷食 xyxy=(297,488,335,726)
row-number[interactable]: 82 xyxy=(50,362,66,392)
row-number[interactable] xyxy=(50,1247,66,1292)
col-d-cell[interactable]: 美國 xyxy=(335,156,370,330)
ingredients-paragraph: 羊肉丸：羊肉、冷凍羊脂肪、雞肉、馬鈴薯澱粉、綺砂、精鹽、芝麻油、味精(L-麩酸鈉)、品質改良劑(多磷酸鈉、焦磷酸鈉(無水)、偏磷酸鉀)、調味劑(氨基乙酸、DL-胺基丙酸、5'-次黃嘌呤核苷磷酸二鈉、5'-鳥嘌呤核苷磷酸二鈉、檸檬酸鈉、琥珀酸二鈉)、香料(葡萄糖、乙基麥芽醇) xyxy=(424,534,1395,557)
ingredients-cell[interactable] xyxy=(421,362,1412,392)
origin-cell[interactable]: 台灣 xyxy=(262,1150,297,1204)
license-cell[interactable]: F-200177921-00000-1 xyxy=(1764,488,1831,726)
product-name-cell[interactable]: (預原)82花東名廚阿霞師圍湯腳子翠玉豬 xyxy=(66,362,262,392)
